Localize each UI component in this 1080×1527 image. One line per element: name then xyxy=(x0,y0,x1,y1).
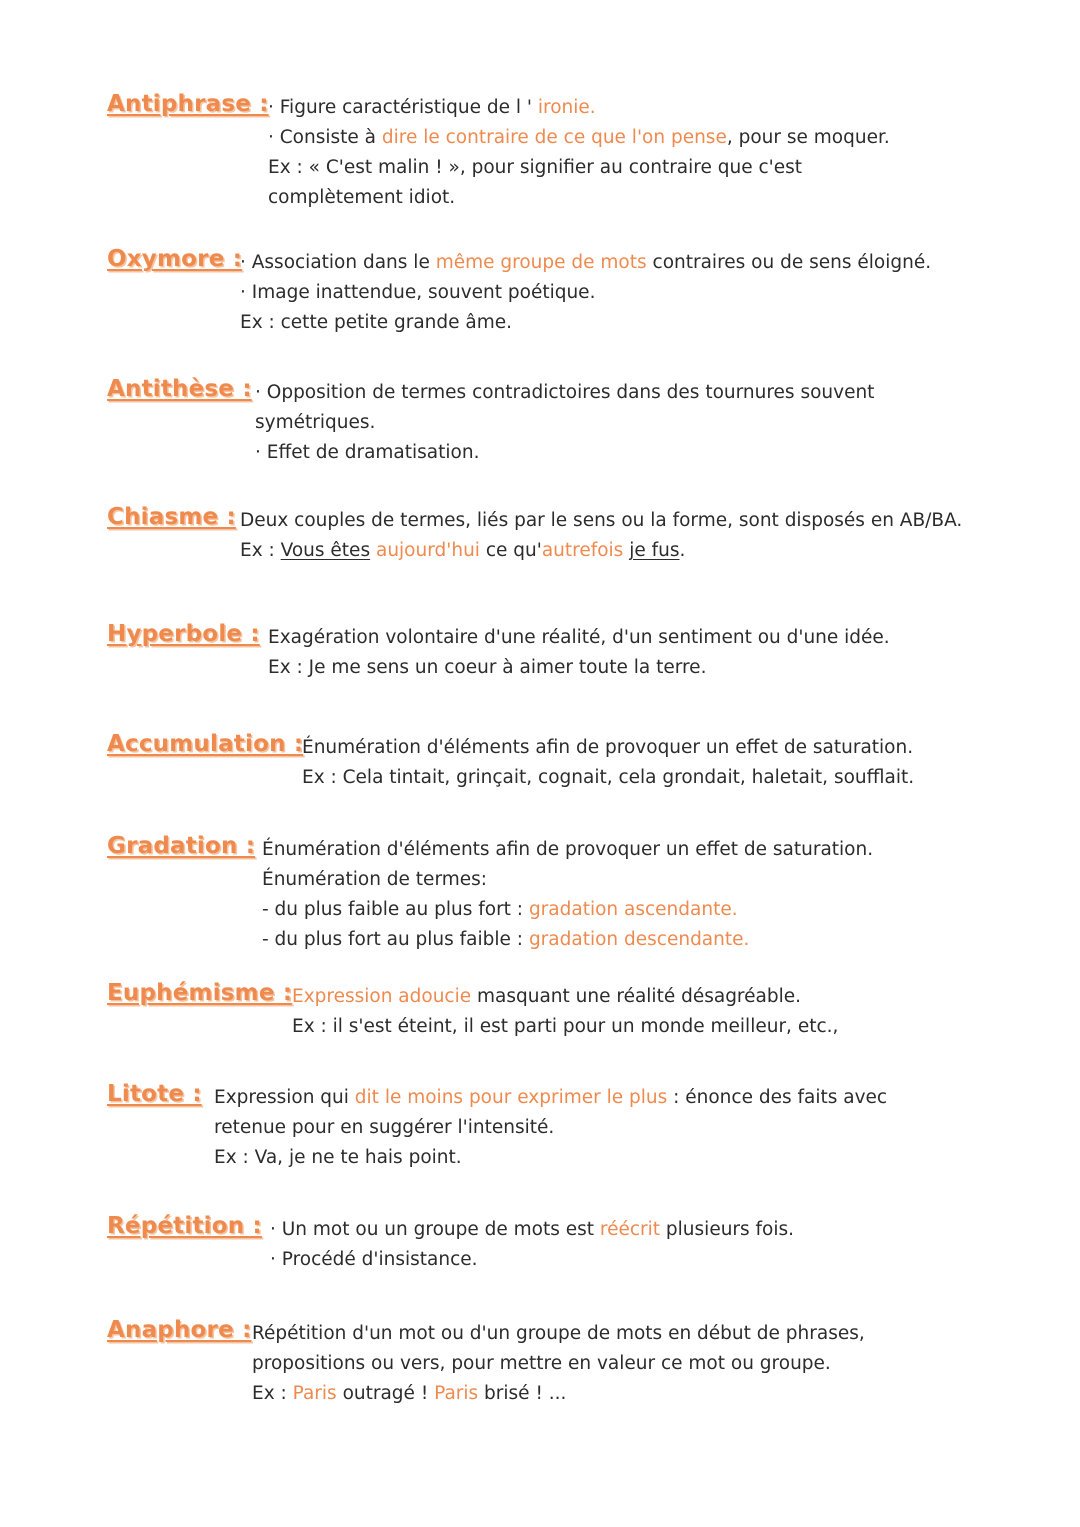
definition-line xyxy=(240,536,685,566)
text-segment: contraires ou de sens éloigné. xyxy=(646,252,932,273)
text-segment: Répétition d'un mot ou d'un groupe de mots en début de phrases, xyxy=(252,1323,865,1344)
text-segment: Ex : xyxy=(252,1383,293,1404)
term-heading: Anaphore : xyxy=(107,1317,252,1343)
text-segment: ce qu' xyxy=(479,540,542,561)
text-segment: · Opposition de termes contradictoires dans des tournures souvent xyxy=(255,382,875,403)
definition-line xyxy=(262,925,749,955)
text-segment: symétriques. xyxy=(255,412,376,433)
term-heading: Accumulation : xyxy=(107,731,304,757)
term-heading: Litote : xyxy=(107,1081,202,1107)
text-segment: Ex : Va, je ne te hais point. xyxy=(214,1147,462,1168)
text-segment: Énumération d'éléments afin de provoquer un effet de saturation. xyxy=(302,737,914,758)
definition-line xyxy=(240,278,595,308)
text-segment: Ex : Je me sens un coeur à aimer toute la terre. xyxy=(268,657,707,678)
text-segment: Expression qui xyxy=(214,1087,355,1108)
text-segment: · Procédé d'insistance. xyxy=(270,1249,478,1270)
text-segment: · Association dans le xyxy=(240,252,436,273)
term-heading: Antithèse : xyxy=(107,376,252,402)
definition-line xyxy=(302,763,914,793)
definition-line xyxy=(262,835,873,865)
text-segment: · Consiste à xyxy=(268,127,382,148)
highlighted-text: même groupe de mots xyxy=(435,252,647,273)
text-segment: Ex : il s'est éteint, il est parti pour un monde meilleur, etc., xyxy=(292,1016,839,1037)
text-segment: Exagération volontaire d'une réalité, d'un sentiment ou d'une idée. xyxy=(268,627,890,648)
text-segment: Énumération de termes: xyxy=(262,869,487,890)
definition-line xyxy=(268,653,706,683)
text-segment: complètement idiot. xyxy=(268,187,456,208)
text-segment: . xyxy=(679,540,686,561)
highlighted-text: dit le moins pour exprimer le plus xyxy=(354,1087,668,1108)
highlighted-text: Paris xyxy=(292,1383,337,1404)
text-segment: Ex : « C'est malin ! », pour signifier au contraire que c'est xyxy=(268,157,803,178)
highlighted-text: ironie. xyxy=(537,97,596,118)
text-segment: plusieurs fois. xyxy=(660,1219,795,1240)
text-segment: - du plus fort au plus faible : xyxy=(262,929,529,950)
text-segment: - du plus faible au plus fort : xyxy=(262,899,529,920)
highlighted-text: gradation ascendante. xyxy=(528,899,738,920)
definition-line xyxy=(255,438,479,468)
term-heading: Antiphrase : xyxy=(107,91,269,117)
text-segment: Ex : Cela tintait, grinçait, cognait, cela grondait, haletait, soufflait. xyxy=(302,767,915,788)
definition-line xyxy=(214,1083,887,1113)
text-segment: Deux couples de termes, liés par le sens ou la forme, sont disposés en AB/BA. xyxy=(240,510,963,531)
definition-line xyxy=(255,408,375,438)
text-segment: Ex : cette petite grande âme. xyxy=(240,312,513,333)
definition-line xyxy=(240,506,962,536)
definition-line xyxy=(292,982,801,1012)
highlighted-text: aujourd'hui xyxy=(375,540,480,561)
text-segment: brisé ! ... xyxy=(478,1383,567,1404)
definition-line xyxy=(252,1319,865,1349)
text-segment: Énumération d'éléments afin de provoquer un effet de saturation. xyxy=(262,839,874,860)
highlighted-text: Paris xyxy=(434,1383,479,1404)
definition-line xyxy=(240,248,931,278)
term-heading: Chiasme : xyxy=(107,504,236,530)
definition-line xyxy=(268,183,455,213)
definition-line xyxy=(252,1379,566,1409)
definition-line xyxy=(268,93,596,123)
term-heading: Oxymore : xyxy=(107,246,243,272)
definition-line xyxy=(268,153,802,183)
text-segment: outragé ! xyxy=(336,1383,435,1404)
highlighted-text: Expression adoucie xyxy=(292,986,472,1007)
text-segment: · Effet de dramatisation. xyxy=(255,442,480,463)
definition-line xyxy=(262,895,738,925)
text-segment: retenue pour en suggérer l'intensité. xyxy=(214,1117,555,1138)
definition-line xyxy=(268,123,890,153)
text-segment: propositions ou vers, pour mettre en valeur ce mot ou groupe. xyxy=(252,1353,831,1374)
definition-line xyxy=(270,1215,794,1245)
text-segment: masquant une réalité désagréable. xyxy=(471,986,801,1007)
text-segment: · Image inattendue, souvent poétique. xyxy=(240,282,596,303)
underlined-text: je fus xyxy=(629,540,680,561)
definition-line xyxy=(268,623,890,653)
definition-line xyxy=(252,1349,831,1379)
highlighted-text: autrefois xyxy=(541,540,624,561)
definition-line xyxy=(255,378,874,408)
definition-line xyxy=(240,308,512,338)
highlighted-text: gradation descendante. xyxy=(528,929,750,950)
definition-line xyxy=(262,865,487,895)
highlighted-text: réécrit xyxy=(599,1219,661,1240)
text-segment: · Un mot ou un groupe de mots est xyxy=(270,1219,600,1240)
text-segment: Ex : xyxy=(240,540,281,561)
highlighted-text: dire le contraire de ce que l'on pense xyxy=(381,127,727,148)
term-heading: Répétition : xyxy=(107,1213,262,1239)
definition-line xyxy=(214,1113,554,1143)
text-segment: : énonce des faits avec xyxy=(667,1087,888,1108)
text-segment: , pour se moquer. xyxy=(726,127,890,148)
definition-line xyxy=(214,1143,462,1173)
definition-line xyxy=(302,733,913,763)
underlined-text: Vous êtes xyxy=(280,540,371,561)
text-segment: · Figure caractéristique de l ' xyxy=(268,97,538,118)
definition-line xyxy=(270,1245,478,1275)
term-heading: Gradation : xyxy=(107,833,256,859)
term-heading: Euphémisme : xyxy=(107,980,293,1006)
term-heading: Hyperbole : xyxy=(107,621,260,647)
definition-line xyxy=(292,1012,838,1042)
